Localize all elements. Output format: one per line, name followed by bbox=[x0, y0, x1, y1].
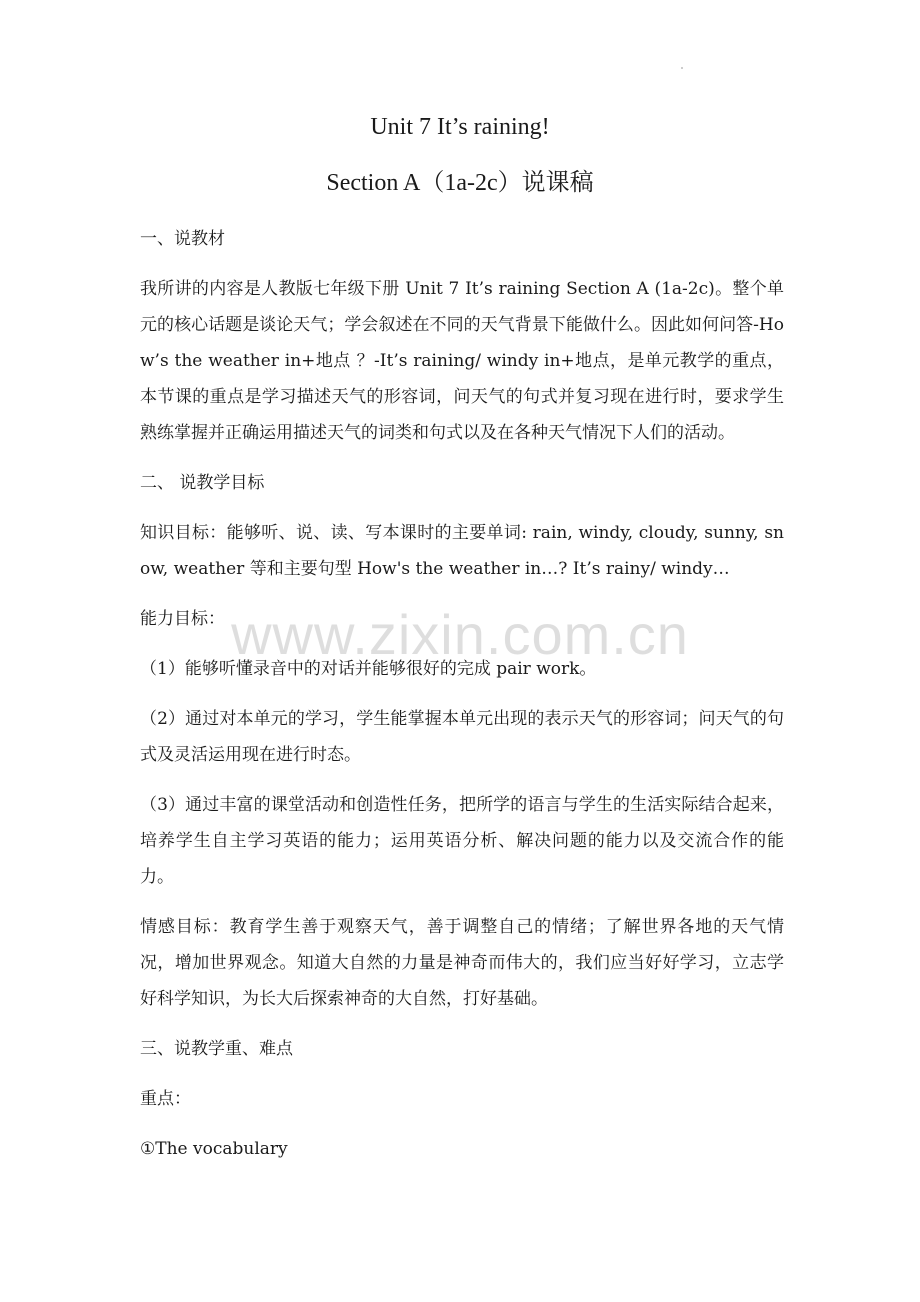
document-subtitle: Section A（1a-2c）说课稿 bbox=[326, 170, 594, 196]
document-title: Unit 7 It’s raining! bbox=[370, 114, 550, 140]
paragraph-emotion-goals: 情感目标：教育学生善于观察天气，善于调整自己的情绪；了解世界各地的天气情况，增加世界观念。知道大自然的力量是神奇而伟大的，我们应当好好学习，立志学好科学知识，为长大后探索神奇的大自然，打好基础。 bbox=[140, 917, 784, 1009]
section-heading-textbook: 一、说教材 bbox=[140, 229, 225, 249]
paragraph-key-points-label: 重点： bbox=[140, 1089, 191, 1109]
watermark: www.zixin.com.cn bbox=[231, 603, 689, 666]
paragraph-textbook-intro: 我所讲的内容是人教版七年级下册 Unit 7 It’s raining Section A (1a-2c)。整个单元的核心话题是谈论天气；学会叙述在不同的天气背景下能做什么。因此如何问答-How’s the weather in+地点 ？-It’s raining/ windy in+地点，是单元教学的重点，本节课的重点是学习描述天气的形容词，问天气的句式并复习现在进行时，要求学生熟练掌握并正确运用描述天气的词类和句式以及在各种天气情况下人们的活动。 bbox=[140, 279, 784, 443]
paragraph-ability-goal-3: （3）通过丰富的课堂活动和创造性任务，把所学的语言与学生的生活实际结合起来，培养学生自主学习英语的能力；运用英语分析、解决问题的能力以及交流合作的能力。 bbox=[140, 795, 784, 887]
paragraph-knowledge-goals: 知识目标：能够听、说、读、写本课时的主要单词: rain, windy, cloudy, sunny, snow, weather 等和主要句型 How's the weather in…? It’s rainy/ windy… bbox=[140, 523, 784, 579]
section-heading-objectives: 二、 说教学目标 bbox=[140, 473, 265, 493]
scan-speck bbox=[681, 67, 683, 69]
paragraph-ability-goal-1: （1）能够听懂录音中的对话并能够很好的完成 pair work。 bbox=[140, 659, 597, 679]
document-body bbox=[140, 221, 784, 1167]
paragraph-vocabulary-item: ①The vocabulary bbox=[140, 1139, 288, 1159]
section-heading-key-points: 三、说教学重、难点 bbox=[140, 1039, 293, 1059]
paragraph-ability-goals-label: 能力目标： bbox=[140, 609, 225, 629]
paragraph-ability-goal-2: （2）通过对本单元的学习，学生能掌握本单元出现的表示天气的形容词；问天气的句式及灵活运用现在进行时态。 bbox=[140, 709, 784, 765]
